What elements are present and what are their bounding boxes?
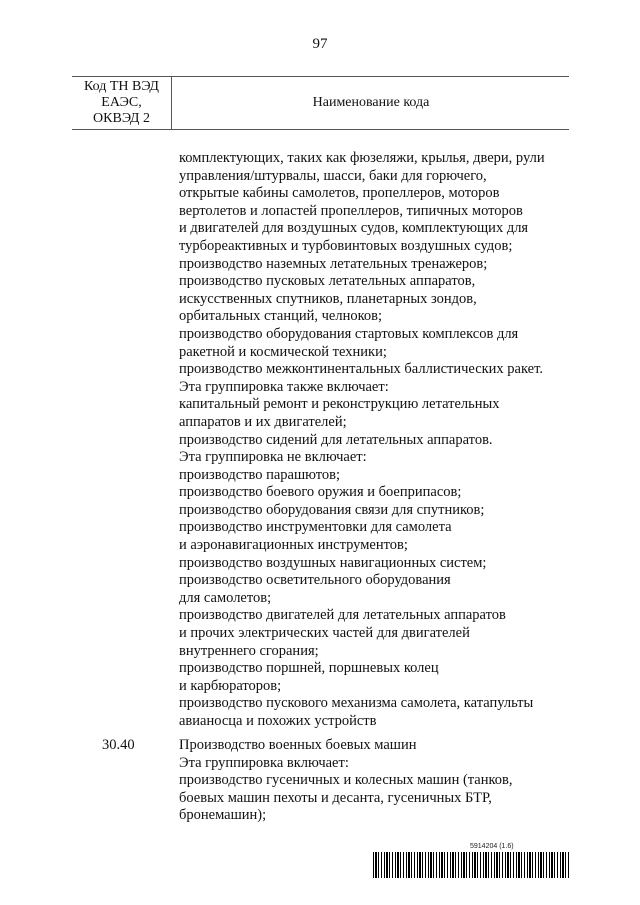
text-line: производство парашютов; xyxy=(179,466,341,483)
entry-description xyxy=(179,737,579,825)
text-line: искусственных спутников, планетарных зондов, xyxy=(179,290,477,307)
text-line: комплектующих, таких как фюзеляжи, крылья, двери, рули xyxy=(179,150,545,166)
text-line: производство поршней, поршневых колец xyxy=(179,660,439,677)
text-line: управления/штурвалы, шасси, баки для горючего, xyxy=(179,167,487,184)
text-line: ракетной и космической техники; xyxy=(179,343,387,360)
text-line: и прочих электрических частей для двигателей xyxy=(179,625,470,642)
document-id: 5914204 (1.6) xyxy=(470,843,514,850)
text-line: производство сидений для летательных аппаратов. xyxy=(179,431,493,448)
header-code-line: Код ТН ВЭД xyxy=(84,79,159,94)
text-line: производство двигателей для летательных аппаратов xyxy=(179,607,506,624)
text-line: производство межконтинентальных баллистических ракет. xyxy=(179,361,543,378)
barcode xyxy=(373,852,569,878)
text-line: орбитальных станций, челноков; xyxy=(179,308,383,325)
text-line: боевых машин пехоты и десанта, гусеничных БТР, xyxy=(179,789,492,806)
text-line: бронемашин); xyxy=(179,807,267,824)
text-line: и двигателей для воздушных судов, комплектующих для xyxy=(179,220,529,237)
header-code-column xyxy=(72,77,172,129)
text-line: Эта группировка включает: xyxy=(179,754,349,771)
entry-code: 30.40 xyxy=(102,737,135,753)
text-line: производство гусеничных и колесных машин (танков, xyxy=(179,772,513,789)
text-line: производство оборудования стартовых комплексов для xyxy=(179,325,519,342)
text-line: Эта группировка не включает: xyxy=(179,449,367,466)
text-line: производство боевого оружия и боеприпасов; xyxy=(179,484,462,501)
text-line: турбореактивных и турбовинтовых воздушных судов; xyxy=(179,237,513,254)
text-line: производство осветительного оборудования xyxy=(179,572,451,589)
text-line: Эта группировка также включает: xyxy=(179,378,389,395)
text-line: капитальный ремонт и реконструкцию летательных xyxy=(179,396,500,413)
continued-description xyxy=(179,150,579,731)
text-line: производство воздушных навигационных систем; xyxy=(179,554,487,571)
text-line: производство наземных летательных тренажеров; xyxy=(179,255,488,272)
header-code-line: ЕАЭС, xyxy=(101,95,142,110)
text-line: вертолетов и лопастей пропеллеров, типичных моторов xyxy=(179,202,523,219)
text-line: производство инструментовки для самолета xyxy=(179,519,452,536)
text-line: и аэронавигационных инструментов; xyxy=(179,537,408,554)
table-header xyxy=(72,76,569,130)
text-line: производство оборудования связи для спутников; xyxy=(179,501,485,518)
text-line: внутреннего сгорания; xyxy=(179,642,319,659)
page-number: 97 xyxy=(312,36,328,52)
text-line: для самолетов; xyxy=(179,589,272,606)
header-name-column: Наименование кода xyxy=(312,95,430,110)
text-line: производство пусковых летательных аппаратов, xyxy=(179,273,476,290)
header-code-line: ОКВЭД 2 xyxy=(93,111,150,126)
text-line: Производство военных боевых машин xyxy=(179,737,417,753)
text-line: авианосца и похожих устройств xyxy=(179,713,377,729)
text-line: открытые кабины самолетов, пропеллеров, моторов xyxy=(179,185,500,202)
text-line: аппаратов и их двигателей; xyxy=(179,413,347,430)
text-line: производство пускового механизма самолета, катапульты xyxy=(179,695,534,712)
text-line: и карбюраторов; xyxy=(179,677,282,694)
